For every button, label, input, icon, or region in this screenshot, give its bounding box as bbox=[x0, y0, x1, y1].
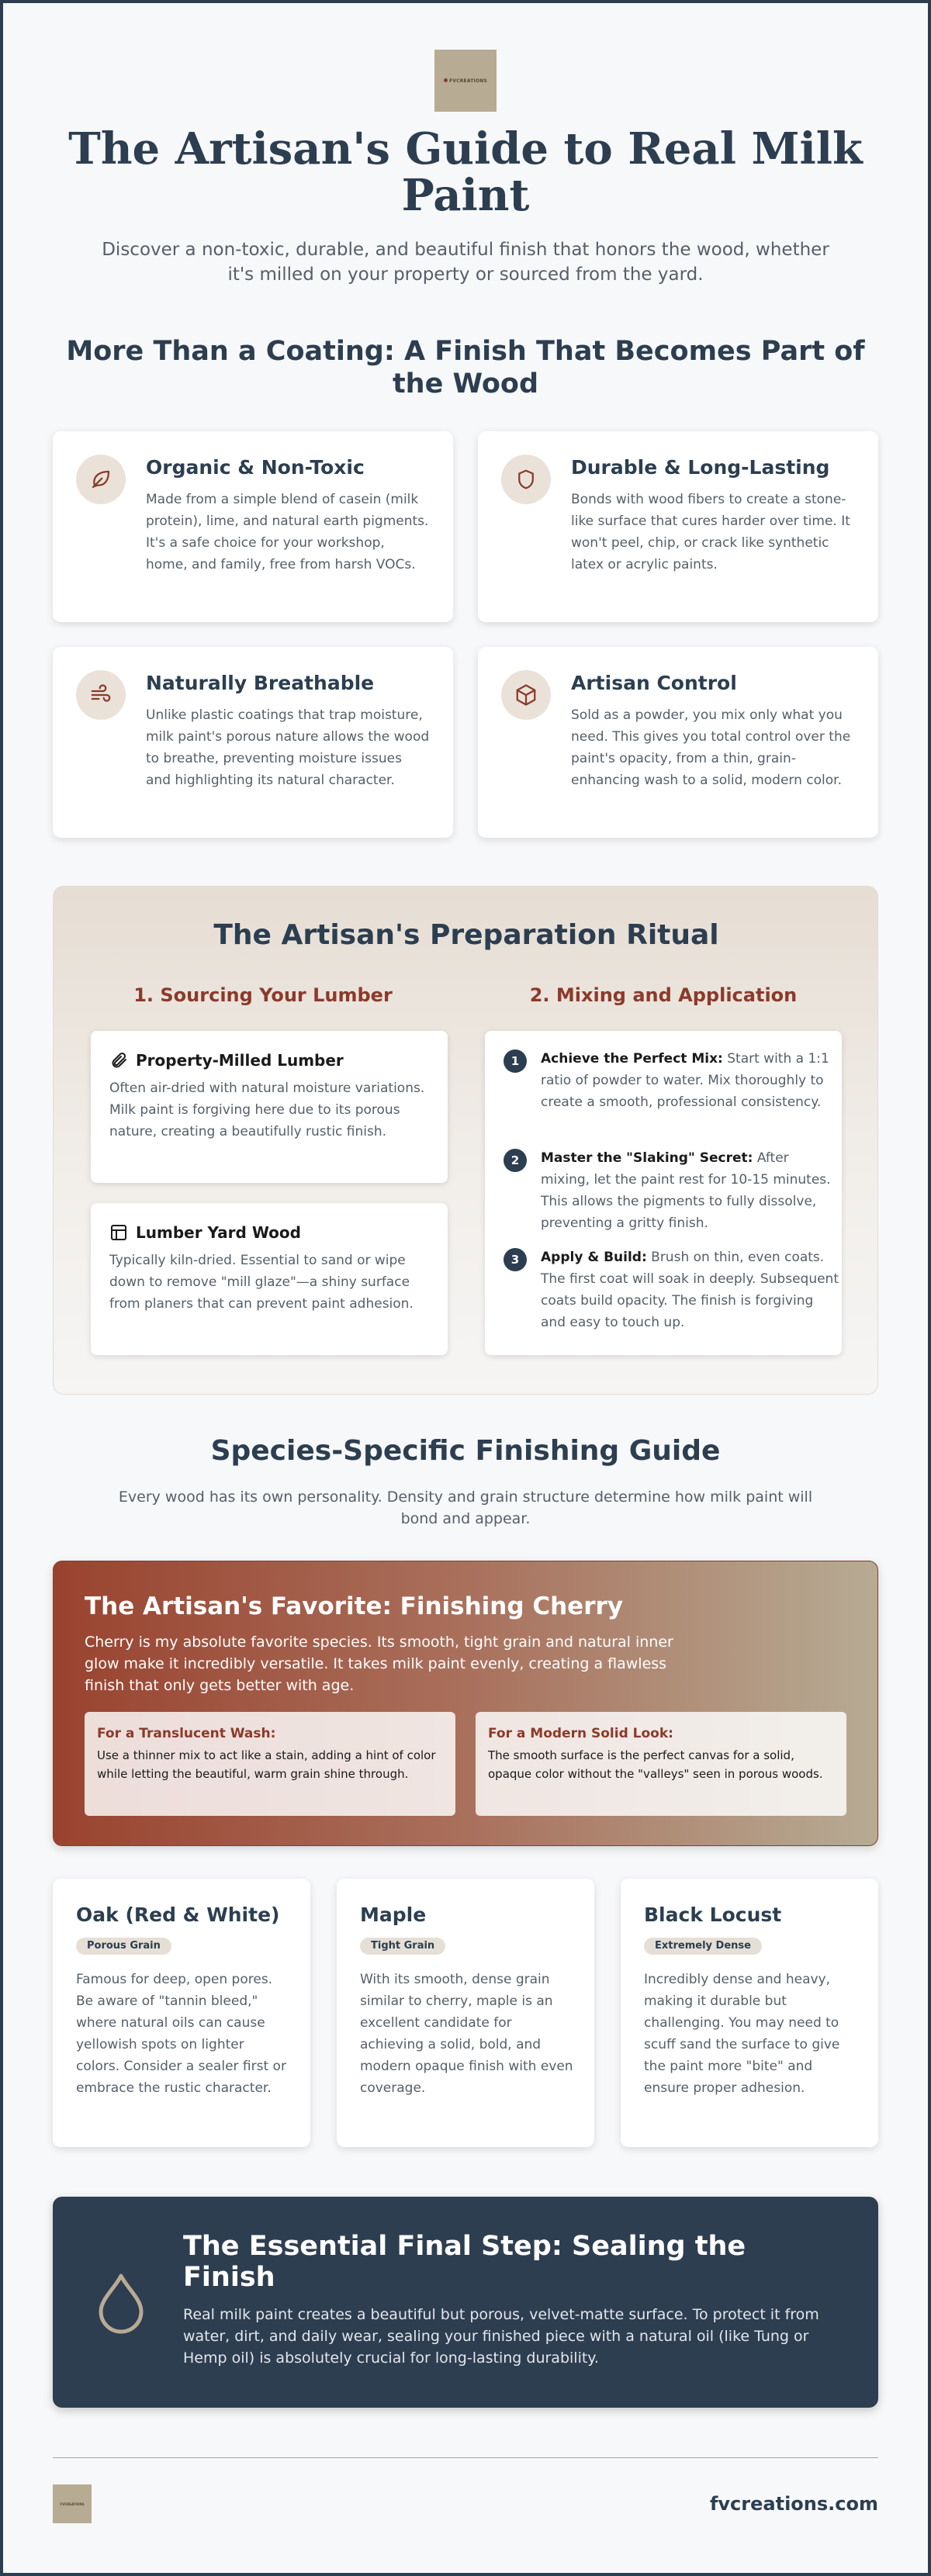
species-subtitle: Every wood has its own personality. Density and grain structure determine how milk paint will bond and appear. bbox=[118, 1489, 813, 1527]
species-text: Incredibly dense and heavy, making it durable but challenging. You may need to scuff sand the surface to give the paint more "bite" and ensure proper adhesion. bbox=[644, 1972, 840, 2096]
sealing-title: The Essential Final Step: Sealing the Finish bbox=[183, 2231, 746, 2293]
footer-logo: FVCREATIONS bbox=[53, 2484, 92, 2523]
step-number: 2 bbox=[504, 1149, 527, 1172]
sourcing-card-yard bbox=[91, 1203, 448, 1355]
option-text: The smooth surface is the perfect canvas for a solid, opaque color without the "valleys" seen in porous woods. bbox=[488, 1748, 823, 1781]
droplet-icon bbox=[93, 2271, 149, 2335]
benefit-title: Organic & Non-Toxic bbox=[146, 456, 365, 479]
leaf-icon bbox=[76, 455, 126, 504]
mixing-step bbox=[504, 1048, 842, 1141]
paperclip-icon bbox=[109, 1051, 128, 1070]
option-title: For a Modern Solid Look: bbox=[488, 1726, 673, 1741]
species-text: With its smooth, dense grain similar to cherry, maple is an excellent candidate for achieving a solid, bold, and modern opaque finish with even coverage. bbox=[360, 1972, 573, 2096]
step-number: 1 bbox=[504, 1049, 527, 1073]
species-title: Black Locust bbox=[644, 1903, 782, 1926]
page-subtitle: Discover a non-toxic, durable, and beautiful finish that honors the wood, whether it's milled on your property or sourced from the yard. bbox=[102, 240, 829, 285]
benefits-heading: More Than a Coating: A Finish That Becomes Part of the Wood bbox=[66, 336, 865, 399]
ritual-heading: The Artisan's Preparation Ritual bbox=[213, 919, 719, 951]
ritual-section bbox=[53, 886, 878, 1395]
sealing-text: Real milk paint creates a beautiful but porous, velvet-matte surface. To protect it from water, dirt, and daily wear, sealing your finished piece with a natural oil (like Tung or Hemp oil) is absolutely crucial for long-lasting durability. bbox=[183, 2306, 819, 2367]
option-title: For a Translucent Wash: bbox=[97, 1726, 276, 1741]
step-text: Start with a 1:1 ratio of powder to water. Mix thoroughly to create a smooth, professional consistency. bbox=[541, 1051, 829, 1110]
sealing-section bbox=[53, 2197, 878, 2408]
benefit-text: Bonds with wood fibers to create a stone-like surface that cures harder over time. It won't peel, chip, or crack like synthetic latex or acrylic paints. bbox=[571, 492, 850, 572]
step-text: Brush on thin, even coats. The first coat will soak in deeply. Subsequent coats build opacity. The finish is forgiving and easy to touch up. bbox=[541, 1250, 839, 1330]
step-title: Apply & Build: bbox=[541, 1250, 647, 1265]
benefit-text: Unlike plastic coatings that trap moisture, milk paint's porous nature allows the wood to breathe, preventing moisture issues and highlighting its natural character. bbox=[146, 707, 430, 788]
step-title: Achieve the Perfect Mix: bbox=[541, 1051, 723, 1067]
footer-divider bbox=[53, 2457, 878, 2458]
sourcing-title: Lumber Yard Wood bbox=[136, 1223, 301, 1242]
wind-icon bbox=[76, 670, 126, 720]
step-title: Master the "Slaking" Secret: bbox=[541, 1150, 753, 1166]
species-card-maple bbox=[337, 1879, 594, 2147]
species-card-locust bbox=[621, 1879, 878, 2147]
header-logo: FVCREATIONS bbox=[434, 50, 497, 112]
benefit-card-breathable bbox=[53, 647, 453, 838]
benefit-text: Made from a simple blend of casein (milk protein), lime, and natural earth pigments. It's a safe choice for your workshop, home, and family, free from harsh VOCs. bbox=[146, 492, 429, 572]
cherry-title: The Artisan's Favorite: Finishing Cherry bbox=[85, 1592, 623, 1620]
species-title: Oak (Red & White) bbox=[76, 1903, 280, 1926]
benefit-text: Sold as a powder, you mix only what you need. This gives you total control over the paint's opacity, from a thin, grain-enhancing wash to a solid, modern color. bbox=[571, 707, 851, 788]
species-text: Famous for deep, open pores. Be aware of "tannin bleed," where natural oils can cause yellowish spots on lighter colors. Consider a sealer first or embrace the rustic character. bbox=[76, 1972, 286, 2096]
option-text: Use a thinner mix to act like a stain, adding a hint of color while letting the beautiful, warm grain shine through. bbox=[97, 1748, 436, 1781]
mixing-heading: 2. Mixing and Application bbox=[529, 984, 798, 1006]
sourcing-heading: 1. Sourcing Your Lumber bbox=[133, 984, 393, 1006]
shield-icon bbox=[501, 455, 551, 504]
cherry-option-solid bbox=[476, 1712, 846, 1816]
species-badge: Extremely Dense bbox=[644, 1938, 762, 1955]
species-title: Maple bbox=[360, 1903, 427, 1926]
species-badge: Porous Grain bbox=[76, 1938, 171, 1955]
benefit-title: Durable & Long-Lasting bbox=[571, 456, 830, 479]
species-card-oak bbox=[53, 1879, 310, 2147]
benefit-card-control bbox=[478, 647, 878, 838]
cherry-text: Cherry is my absolute favorite species. Its smooth, tight grain and natural inner glow make it incredibly versatile. It takes milk paint evenly, creating a flawless finish that only gets better with age. bbox=[85, 1634, 673, 1694]
mixing-step bbox=[504, 1147, 842, 1240]
benefit-card-durable bbox=[478, 431, 878, 622]
benefit-title: Naturally Breathable bbox=[146, 672, 375, 694]
page-title: The Artisan's Guide to Real Milk Paint bbox=[68, 123, 863, 221]
sourcing-card-property bbox=[91, 1031, 448, 1183]
sourcing-title: Property-Milled Lumber bbox=[136, 1051, 344, 1070]
mixing-card bbox=[485, 1031, 842, 1355]
mixing-step bbox=[504, 1247, 842, 1340]
sourcing-text: Often air-dried with natural moisture variations. Milk paint is forgiving here due to its porous nature, creating a beautifully rustic finish. bbox=[109, 1081, 425, 1139]
sourcing-text: Typically kiln-dried. Essential to sand or wipe down to remove "mill glaze"—a shiny surface from planers that can prevent paint adhesion. bbox=[109, 1253, 414, 1312]
species-heading: Species-Specific Finishing Guide bbox=[210, 1435, 721, 1467]
cherry-option-wash bbox=[85, 1712, 455, 1816]
step-number: 3 bbox=[504, 1248, 527, 1271]
benefit-card-organic bbox=[53, 431, 453, 622]
step-text: After mixing, let the paint rest for 10-15 minutes. This allows the pigments to fully dissolve, preventing a gritty finish. bbox=[541, 1150, 831, 1231]
layout-icon bbox=[109, 1223, 128, 1242]
cube-icon bbox=[501, 670, 551, 720]
species-badge: Tight Grain bbox=[360, 1938, 445, 1955]
cherry-feature bbox=[53, 1561, 878, 1846]
footer-site-link[interactable]: fvcreations.com bbox=[709, 2493, 878, 2515]
benefit-title: Artisan Control bbox=[571, 672, 737, 694]
